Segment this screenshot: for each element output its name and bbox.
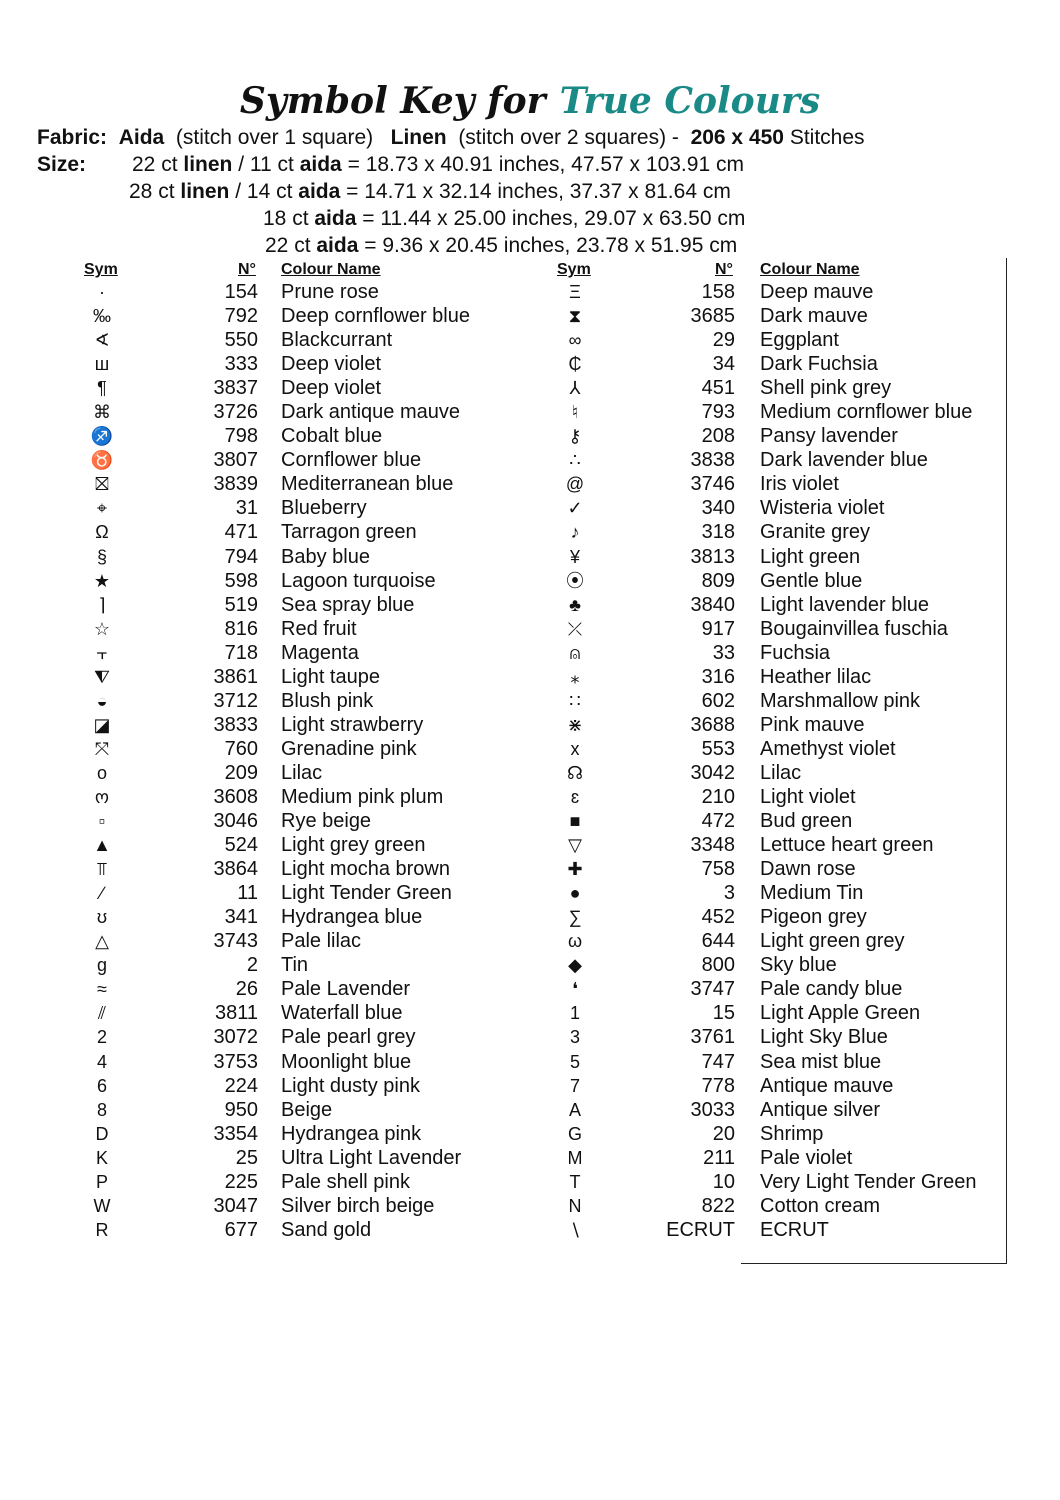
symbol-glyph: ✚ [567,859,583,880]
symbol-glyph: ₵ [568,354,582,375]
symbol-glyph: Ξ [569,282,581,302]
thread-number: 3813 [690,545,735,568]
thread-number: 758 [701,858,735,881]
thread-number: 3746 [690,473,735,496]
colour-name: Wisteria violet [760,497,885,520]
symbol-glyph: ⫟ [96,642,108,663]
symbol-glyph: ∞ [568,330,582,351]
symbol-glyph: ❛ [572,979,578,1000]
symbol-glyph: ∑ [568,907,582,928]
colour-name: Dark mauve [760,305,868,328]
thread-number: 718 [224,641,258,664]
thread-number: 224 [224,1074,258,1097]
title-prefix: Symbol Key for [239,80,546,122]
colour-name: Sand gold [281,1218,372,1241]
thread-number: 158 [701,281,735,303]
thread-number: 3840 [690,593,735,616]
thread-number: 917 [701,617,735,640]
colour-name: Pale shell pink [281,1170,410,1193]
thread-number: 3 [723,882,735,905]
symbol-glyph: D [95,1123,109,1144]
symbol-glyph: ⅄ [569,378,581,399]
symbol-glyph: ▽ [568,835,582,856]
colour-name: Waterfall blue [281,1002,403,1025]
symbol-glyph: ⫪ [96,859,108,880]
thread-number: 794 [224,545,258,568]
colour-name: Fuchsia [760,641,831,664]
thread-number: 644 [701,930,735,953]
symbol-glyph: M [567,1147,583,1168]
symbol-glyph: ʊ [96,907,108,928]
thread-number: 519 [224,593,258,616]
colour-name: Dark Fuchsia [760,353,878,376]
colour-name: Eggplant [760,329,839,352]
page-title [0,76,1060,126]
symbol-glyph: ო [94,786,110,807]
colour-name: Sea spray blue [281,593,415,616]
symbol-glyph: ¶ [97,378,107,399]
symbol-glyph: Ω [95,522,109,543]
thread-number: 472 [701,810,735,833]
symbol-glyph: x [570,738,580,759]
thread-number: 340 [701,497,735,520]
symbol-glyph: ∷ [569,690,581,711]
symbol-glyph: ■ [569,811,581,832]
thread-number: 31 [235,497,258,520]
colour-name: Light dusty pink [281,1074,420,1097]
symbol-glyph: △ [95,931,109,952]
symbol-glyph: ⌘ [93,402,111,423]
colour-name: Bud green [760,810,853,833]
colour-name: Light lavender blue [760,593,930,616]
symbol-glyph: ∴ [569,450,581,471]
symbol-glyph: N [568,1195,582,1216]
thread-number: 3608 [213,785,258,808]
size-line: 22 ct linen / 11 ct aida = 18.73 x 40.91 inches, 47.57 x 103.91 cm [132,153,744,176]
colour-name: Tin [281,954,309,977]
thread-number: 3712 [213,689,258,712]
symbol-glyph: ⛝ [95,474,109,495]
size-line: 18 ct aida = 11.44 x 25.00 inches, 29.07 x 63.50 cm [263,207,746,230]
thread-number: 34 [712,353,735,376]
colour-name: Amethyst violet [760,737,896,760]
colour-name: Rye beige [281,810,372,833]
thread-number: 208 [701,425,735,448]
symbol-glyph: · [99,282,105,302]
symbol-glyph: ▫ [98,811,106,832]
colour-name: Magenta [281,641,359,664]
colour-name: Baby blue [281,545,370,568]
colour-name: Sky blue [760,954,837,977]
header-number: N° [238,261,256,278]
symbol-glyph: o [96,762,107,783]
header-number: N° [715,261,733,278]
symbol-glyph: ω [567,931,583,952]
symbol-glyph: ⧗ [568,306,582,327]
thread-number: 15 [712,1002,735,1025]
colour-name: Granite grey [760,521,871,544]
symbol-glyph: ✓ [567,498,583,519]
thread-number: 3753 [213,1050,258,1073]
colour-name: Heather lilac [760,665,872,688]
colour-name: Dark lavender blue [760,449,928,472]
thread-number: 3861 [213,665,258,688]
thread-number: 3743 [213,930,258,953]
symbol-glyph: K [95,1147,108,1168]
thread-number: 822 [701,1194,735,1217]
header-sym: Sym [84,261,118,278]
colour-name: Antique silver [760,1098,881,1121]
colour-name: Pink mauve [760,713,865,736]
colour-name: Blush pink [281,689,374,712]
symbol-glyph: ⋇ [567,714,583,735]
colour-name: Medium cornflower blue [760,401,973,424]
symbol-glyph: ♪ [570,522,580,543]
thread-number: 798 [224,425,258,448]
colour-name: Light Tender Green [281,882,452,905]
colour-name: Pale violet [760,1146,853,1169]
colour-name: Ultra Light Lavender [281,1146,462,1169]
table-right-border [1006,258,1007,1264]
colour-name: Red fruit [281,617,357,640]
thread-number: 3761 [690,1026,735,1049]
colour-name: Pale Lavender [281,978,410,1001]
thread-number: 3747 [690,978,735,1001]
colour-name: Antique mauve [760,1074,894,1097]
colour-name: Cotton cream [760,1194,881,1217]
thread-number: 3042 [690,761,735,784]
colour-name: Deep violet [281,353,382,376]
thread-number: 3046 [213,810,258,833]
symbol-glyph: 1 [569,1003,580,1024]
colour-name: Grenadine pink [281,737,417,760]
thread-number: 3033 [690,1098,735,1121]
symbol-glyph: ◆ [568,955,582,976]
colour-name: Very Light Tender Green [760,1170,977,1193]
colour-name: Light grey green [281,834,426,857]
colour-name: Deep mauve [760,281,874,303]
colour-name: Medium Tin [760,882,864,905]
thread-number: 341 [224,906,258,929]
size-line: 28 ct linen / 14 ct aida = 14.71 x 32.14 inches, 37.37 x 81.64 cm [129,180,731,203]
colour-name: Pigeon grey [760,906,867,929]
colour-name: Moonlight blue [281,1050,412,1073]
symbol-glyph: 3 [569,1027,580,1048]
thread-number: 33 [712,641,735,664]
symbol-glyph: ⁎ [570,666,580,687]
symbol-glyph: ★ [93,570,111,591]
symbol-glyph: ш [94,354,110,375]
colour-name: Mediterranean blue [281,473,454,496]
symbol-glyph: T [569,1171,581,1192]
symbol-glyph: @ [565,474,585,495]
symbol-glyph: 6 [96,1075,107,1096]
colour-name: ECRUT [760,1218,829,1241]
thread-number: 950 [224,1098,258,1121]
colour-name: Pansy lavender [760,425,898,448]
colour-name: Deep violet [281,377,382,400]
thread-number: 26 [235,978,258,1001]
thread-number: 10 [712,1170,735,1193]
colour-name: Dawn rose [760,858,856,881]
thread-number: 333 [224,353,258,376]
thread-number: 209 [224,761,258,784]
colour-name: Light green [760,545,861,568]
symbol-glyph: 2 [96,1027,107,1048]
symbol-glyph: G [567,1123,582,1144]
colour-name: Medium pink plum [281,785,444,808]
thread-number: 553 [701,737,735,760]
colour-name: Lagoon turquoise [281,569,436,592]
thread-number: 809 [701,569,735,592]
thread-number: 471 [224,521,258,544]
symbol-glyph: ‰ [93,306,111,327]
symbol-glyph: ∖ [569,1219,581,1240]
colour-name: Lilac [281,761,323,784]
symbol-glyph: 4 [96,1051,107,1072]
symbol-glyph: ⌖ [96,498,108,519]
thread-number: 29 [712,329,735,352]
thread-number: 3726 [213,401,258,424]
colour-name: Light green grey [760,930,905,953]
thread-number: 816 [224,617,258,640]
symbol-glyph: 7 [569,1075,580,1096]
symbol-glyph: ⚷ [568,426,582,447]
symbol-glyph: ▲ [93,835,111,856]
thread-number: 3811 [214,1002,258,1025]
colour-name: Blackcurrant [281,329,393,352]
thread-number: 3354 [213,1122,258,1145]
symbol-glyph: ♮ [571,402,579,423]
colour-name: Bougainvillea fuschia [760,617,948,640]
header-colour-name: Colour Name [281,261,381,278]
thread-number: 25 [235,1146,258,1169]
thread-number: 318 [701,521,735,544]
colour-name: Tarragon green [281,521,417,544]
symbol-glyph: ɛ [570,786,580,807]
colour-name: Beige [281,1098,333,1121]
thread-number: 677 [224,1218,258,1241]
thread-number: 225 [224,1170,258,1193]
colour-name: Marshmallow pink [760,689,921,712]
colour-name: Pale pearl grey [281,1026,416,1049]
thread-number: 3685 [690,305,735,328]
colour-name: Light violet [760,785,856,808]
symbol-glyph: ∢ [94,330,110,351]
symbol-glyph: A [568,1099,581,1120]
thread-number: 3688 [690,713,735,736]
symbol-glyph: ☊ [567,762,583,783]
colour-name: Light Sky Blue [760,1026,888,1049]
colour-name: Light Apple Green [760,1002,921,1025]
thread-number: 20 [712,1122,735,1145]
header-colour-name: Colour Name [760,261,860,278]
thread-number: 211 [703,1146,735,1169]
symbol-glyph: W [93,1195,111,1216]
symbol-glyph: ⧨ [93,666,111,687]
thread-number: 2 [246,954,258,977]
colour-name: Lilac [760,761,802,784]
symbol-glyph: ⫽ [97,1003,107,1024]
thread-number: 760 [224,737,258,760]
colour-name: Shrimp [760,1122,824,1145]
thread-number: 316 [701,665,735,688]
thread-number: 3348 [690,834,735,857]
fabric-line: Fabric: Aida (stitch over 1 square) Linen (stitch over 2 squares) - 206 x 450 Stitches [37,126,865,149]
symbol-glyph: 5 [569,1051,580,1072]
thread-number: 524 [224,834,258,857]
thread-number: 452 [701,906,735,929]
colour-name: Sea mist blue [760,1050,882,1073]
symbol-glyph: ◒ [96,690,108,711]
symbol-glyph: ¥ [569,546,580,567]
size-label: Size: [37,153,87,176]
colour-name: Blueberry [281,497,367,520]
colour-name: Silver birch beige [281,1194,435,1217]
thread-number: 800 [701,954,735,977]
colour-name: Hydrangea blue [281,906,423,929]
symbol-glyph: ♐ [90,426,114,447]
header-sym: Sym [557,261,591,278]
symbol-glyph: ◪ [93,714,111,735]
colour-name: Light taupe [281,665,380,688]
thread-number: 602 [701,689,735,712]
thread-number: 3807 [213,449,258,472]
colour-name: Cobalt blue [281,425,383,448]
symbol-glyph: ♣ [569,594,581,615]
colour-name: Deep cornflower blue [281,305,470,328]
colour-name: Gentle blue [760,569,863,592]
symbol-glyph: P [95,1171,108,1192]
colour-name: Pale lilac [281,930,362,953]
thread-number: 747 [701,1050,735,1073]
size-line: 22 ct aida = 9.36 x 20.45 inches, 23.78 x 51.95 cm [265,234,738,257]
title-design-name: True Colours [559,80,821,122]
symbol-glyph: ⤧ [94,738,110,759]
colour-name: Lettuce heart green [760,834,934,857]
thread-number: 598 [224,569,258,592]
thread-number: 792 [224,305,258,328]
symbol-glyph: ⍝ [569,642,581,663]
thread-number: 154 [224,281,258,303]
colour-name: Cornflower blue [281,449,422,472]
colour-name: Pale candy blue [760,978,903,1001]
thread-number: ECRUT [666,1218,735,1241]
colour-name: Light strawberry [281,713,424,736]
symbol-glyph: ⌉ [98,594,106,615]
colour-name: Iris violet [760,473,839,496]
thread-number: 210 [701,785,735,808]
thread-number: 3838 [690,449,735,472]
table-bottom-border [741,1263,1007,1264]
symbol-glyph: 8 [96,1099,107,1120]
symbol-glyph: § [96,546,107,567]
colour-name: Hydrangea pink [281,1122,422,1145]
colour-name: Light mocha brown [281,858,450,881]
symbol-glyph: ⦿ [566,570,584,591]
symbol-glyph: ● [569,883,581,904]
symbol-glyph: ∕ [100,883,104,904]
symbol-glyph: R [95,1219,109,1240]
colour-name: Shell pink grey [760,377,892,400]
thread-number: 3839 [213,473,258,496]
thread-number: 778 [701,1074,735,1097]
thread-number: 793 [701,401,735,424]
symbol-glyph: g [96,955,107,976]
thread-number: 3072 [213,1026,258,1049]
colour-name: Dark antique mauve [281,401,460,424]
thread-number: 11 [237,882,258,905]
symbol-glyph: ≈ [97,979,107,1000]
thread-number: 550 [224,329,258,352]
symbol-glyph: ☆ [93,618,111,639]
thread-number: 3864 [213,858,258,881]
thread-number: 3047 [213,1194,258,1217]
thread-number: 451 [701,377,735,400]
symbol-glyph: ♉ [90,450,114,471]
colour-name: Prune rose [281,281,379,303]
thread-number: 3833 [213,713,258,736]
symbol-glyph: ⤫ [567,618,583,639]
thread-number: 3837 [213,377,258,400]
